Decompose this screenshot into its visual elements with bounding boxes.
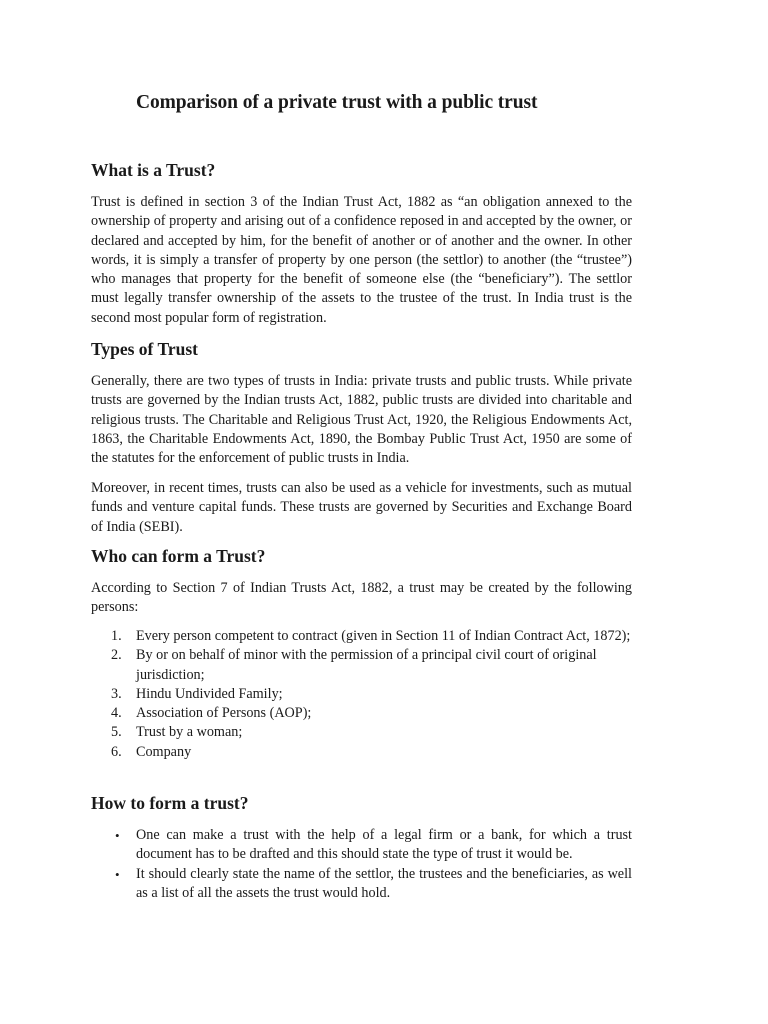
paragraph-investment-trusts: Moreover, in recent times, trusts can also be used as a vehicle for investments, such as mutual funds and venture capital funds. These trusts are governed by Securities and Exchange Board of India (SEBI). <box>91 480 632 535</box>
list-marker: 5. <box>111 724 122 741</box>
list-marker: 3. <box>111 685 122 702</box>
list-item <box>91 826 632 865</box>
list-item-text: Company <box>136 743 192 760</box>
list-item <box>91 723 632 742</box>
heading-types-of-trust: Types of Trust <box>91 339 198 359</box>
list-marker: 2. <box>111 647 122 664</box>
bullet-marker: • <box>115 828 120 843</box>
list-item <box>91 627 632 646</box>
list-item-text: Every person competent to contract (given in Section 11 of Indian Contract Act, 1872); <box>136 628 631 644</box>
paragraph-types-of-trust: Generally, there are two types of trusts in India: private trusts and public trusts. While private trusts are governed by the Indian trusts Act, 1882, public trusts are divided into charitable and religious trusts. The Charitable and Religious Trust Act, 1920, the Religious Endowments Act, 1863, the Charitable Endowments Act, 1890, the Bombay Public Trust Act, 1950 are some of the statutes for the enforcement of public trusts in India. <box>91 373 632 467</box>
list-item-text: Association of Persons (AOP); <box>136 705 312 722</box>
list-item <box>91 865 632 904</box>
numbered-list-persons <box>91 627 632 762</box>
paragraph-trust-definition: Trust is defined in section 3 of the Indian Trust Act, 1882 as “an obligation annexed to the ownership of property and arising out of a confidence reposed in and accepted by the owner, or declared and accepted by him, for the benefit of another or of another and the owner. In other words, it is simply a transfer of property by one person (the settlor) to another (the “trustee”) who manages that property for the benefit of someone else (the “beneficiary”). The settlor must legally transfer ownership of the assets to the trustee of the trust. In India trust is the second most popular form of registration. <box>91 194 632 326</box>
list-item <box>91 646 632 685</box>
list-item-text: It should clearly state the name of the settlor, the trustees and the beneficiaries, as well as a list of all the assets the trust would hold. <box>136 865 632 901</box>
list-item <box>91 704 632 723</box>
heading-what-is-trust: What is a Trust? <box>91 160 216 180</box>
list-item-text: One can make a trust with the help of a legal firm or a bank, for which a trust document has to be drafted and this should state the type of trust it would be. <box>136 827 632 863</box>
list-item <box>91 685 632 704</box>
list-item <box>91 743 632 762</box>
list-marker: 6. <box>111 743 122 760</box>
list-marker: 4. <box>111 705 122 722</box>
bullet-marker: • <box>115 866 120 882</box>
heading-who-can-form: Who can form a Trust? <box>91 546 266 566</box>
paragraph-section-7: According to Section 7 of Indian Trusts Act, 1882, a trust may be created by the following persons: <box>91 580 632 616</box>
heading-how-to-form: How to form a trust? <box>91 793 249 813</box>
list-item-text: Trust by a woman; <box>136 724 243 741</box>
list-item-text: Hindu Undivided Family; <box>136 685 283 702</box>
bullet-list-how-to-form <box>91 826 632 903</box>
list-marker: 1. <box>111 628 122 644</box>
list-item-text: By or on behalf of minor with the permission of a principal civil court of original jurisdiction; <box>136 647 597 683</box>
document-title: Comparison of a private trust with a public trust <box>136 92 538 113</box>
